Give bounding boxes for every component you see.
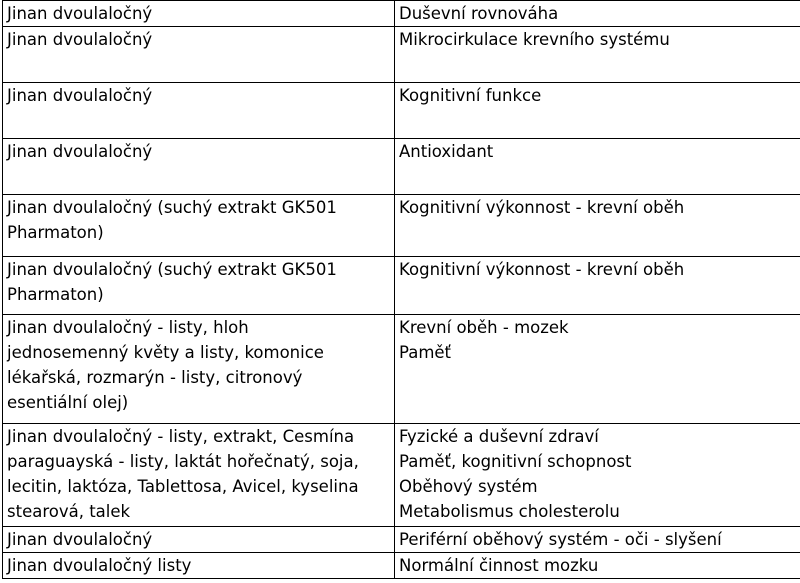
ingredient-text: Jinan dvoulaločný (suchý extrakt GK501 <box>7 198 337 217</box>
ingredient-text: Jinan dvoulaločný - listy, hloh <box>7 318 249 337</box>
table-row <box>3 424 800 527</box>
ingredient-text: Jinan dvoulaločný (suchý extrakt GK501 <box>7 260 337 279</box>
claim-cell <box>395 195 800 257</box>
claim-text: Duševní rovnováha <box>399 4 559 23</box>
ingredient-cell <box>3 83 395 139</box>
ingredient-text: lékařská, rozmarýn - listy, citronový <box>7 368 303 387</box>
table-row <box>3 1 800 27</box>
claim-cell <box>395 139 800 195</box>
claim-cell <box>395 553 800 579</box>
claim-cell <box>395 424 800 527</box>
ingredient-cell <box>3 257 395 315</box>
ingredient-cell <box>3 27 395 83</box>
table-row <box>3 139 800 195</box>
claim-text: Periférní oběhový systém - oči - slyšení <box>399 530 722 549</box>
ingredient-cell <box>3 195 395 257</box>
ingredient-cell <box>3 424 395 527</box>
claim-text: Antioxidant <box>399 142 494 161</box>
ingredient-cell <box>3 139 395 195</box>
ingredient-text: lecitin, laktóza, Tablettosa, Avicel, kyselina <box>7 477 359 496</box>
claim-cell <box>395 315 800 424</box>
claim-cell <box>395 527 800 553</box>
claims-table-body <box>3 1 800 579</box>
ingredient-text: Jinan dvoulaločný <box>7 4 153 23</box>
ingredient-cell <box>3 553 395 579</box>
claim-text: Mikrocirkulace krevního systému <box>399 30 670 49</box>
claim-cell <box>395 83 800 139</box>
ingredient-text: Jinan dvoulaločný <box>7 530 153 549</box>
ingredient-text: Jinan dvoulaločný <box>7 142 153 161</box>
ingredient-text: Jinan dvoulaločný listy <box>7 556 192 575</box>
ingredient-text: Pharmaton) <box>7 285 104 304</box>
claim-cell <box>395 257 800 315</box>
table-row <box>3 195 800 257</box>
table-row <box>3 27 800 83</box>
claim-text: Kognitivní funkce <box>399 86 542 105</box>
claim-text: Oběhový systém <box>399 477 538 496</box>
claim-text: Paměť, kognitivní schopnost <box>399 452 632 471</box>
ingredient-text: Jinan dvoulaločný <box>7 30 153 49</box>
ingredient-cell <box>3 527 395 553</box>
claim-text: Kognitivní výkonnost - krevní oběh <box>399 260 685 279</box>
ingredient-text: paraguayská - listy, laktát hořečnatý, soja, <box>7 452 359 471</box>
ingredient-text: esentiální olej) <box>7 393 129 412</box>
table-row <box>3 83 800 139</box>
claim-text: Kognitivní výkonnost - krevní oběh <box>399 198 685 217</box>
claim-text: Paměť <box>399 343 452 362</box>
table-row <box>3 257 800 315</box>
ingredient-cell <box>3 1 395 27</box>
ingredient-text: Jinan dvoulaločný - listy, extrakt, Cesmína <box>7 427 355 446</box>
claim-text: Metabolismus cholesterolu <box>399 502 620 521</box>
claim-text: Fyzické a duševní zdraví <box>399 427 599 446</box>
table-row <box>3 527 800 553</box>
table-row <box>3 553 800 579</box>
claim-cell <box>395 27 800 83</box>
ingredient-text: Jinan dvoulaločný <box>7 86 153 105</box>
ingredient-text: jednosemenný květy a listy, komonice <box>7 343 324 362</box>
ingredient-cell <box>3 315 395 424</box>
claim-text: Krevní oběh - mozek <box>399 318 569 337</box>
ingredient-text: stearová, talek <box>7 502 131 521</box>
table-row <box>3 315 800 424</box>
claims-table <box>2 0 800 579</box>
ingredient-text: Pharmaton) <box>7 223 104 242</box>
claim-text: Normální činnost mozku <box>399 556 599 575</box>
claim-cell <box>395 1 800 27</box>
